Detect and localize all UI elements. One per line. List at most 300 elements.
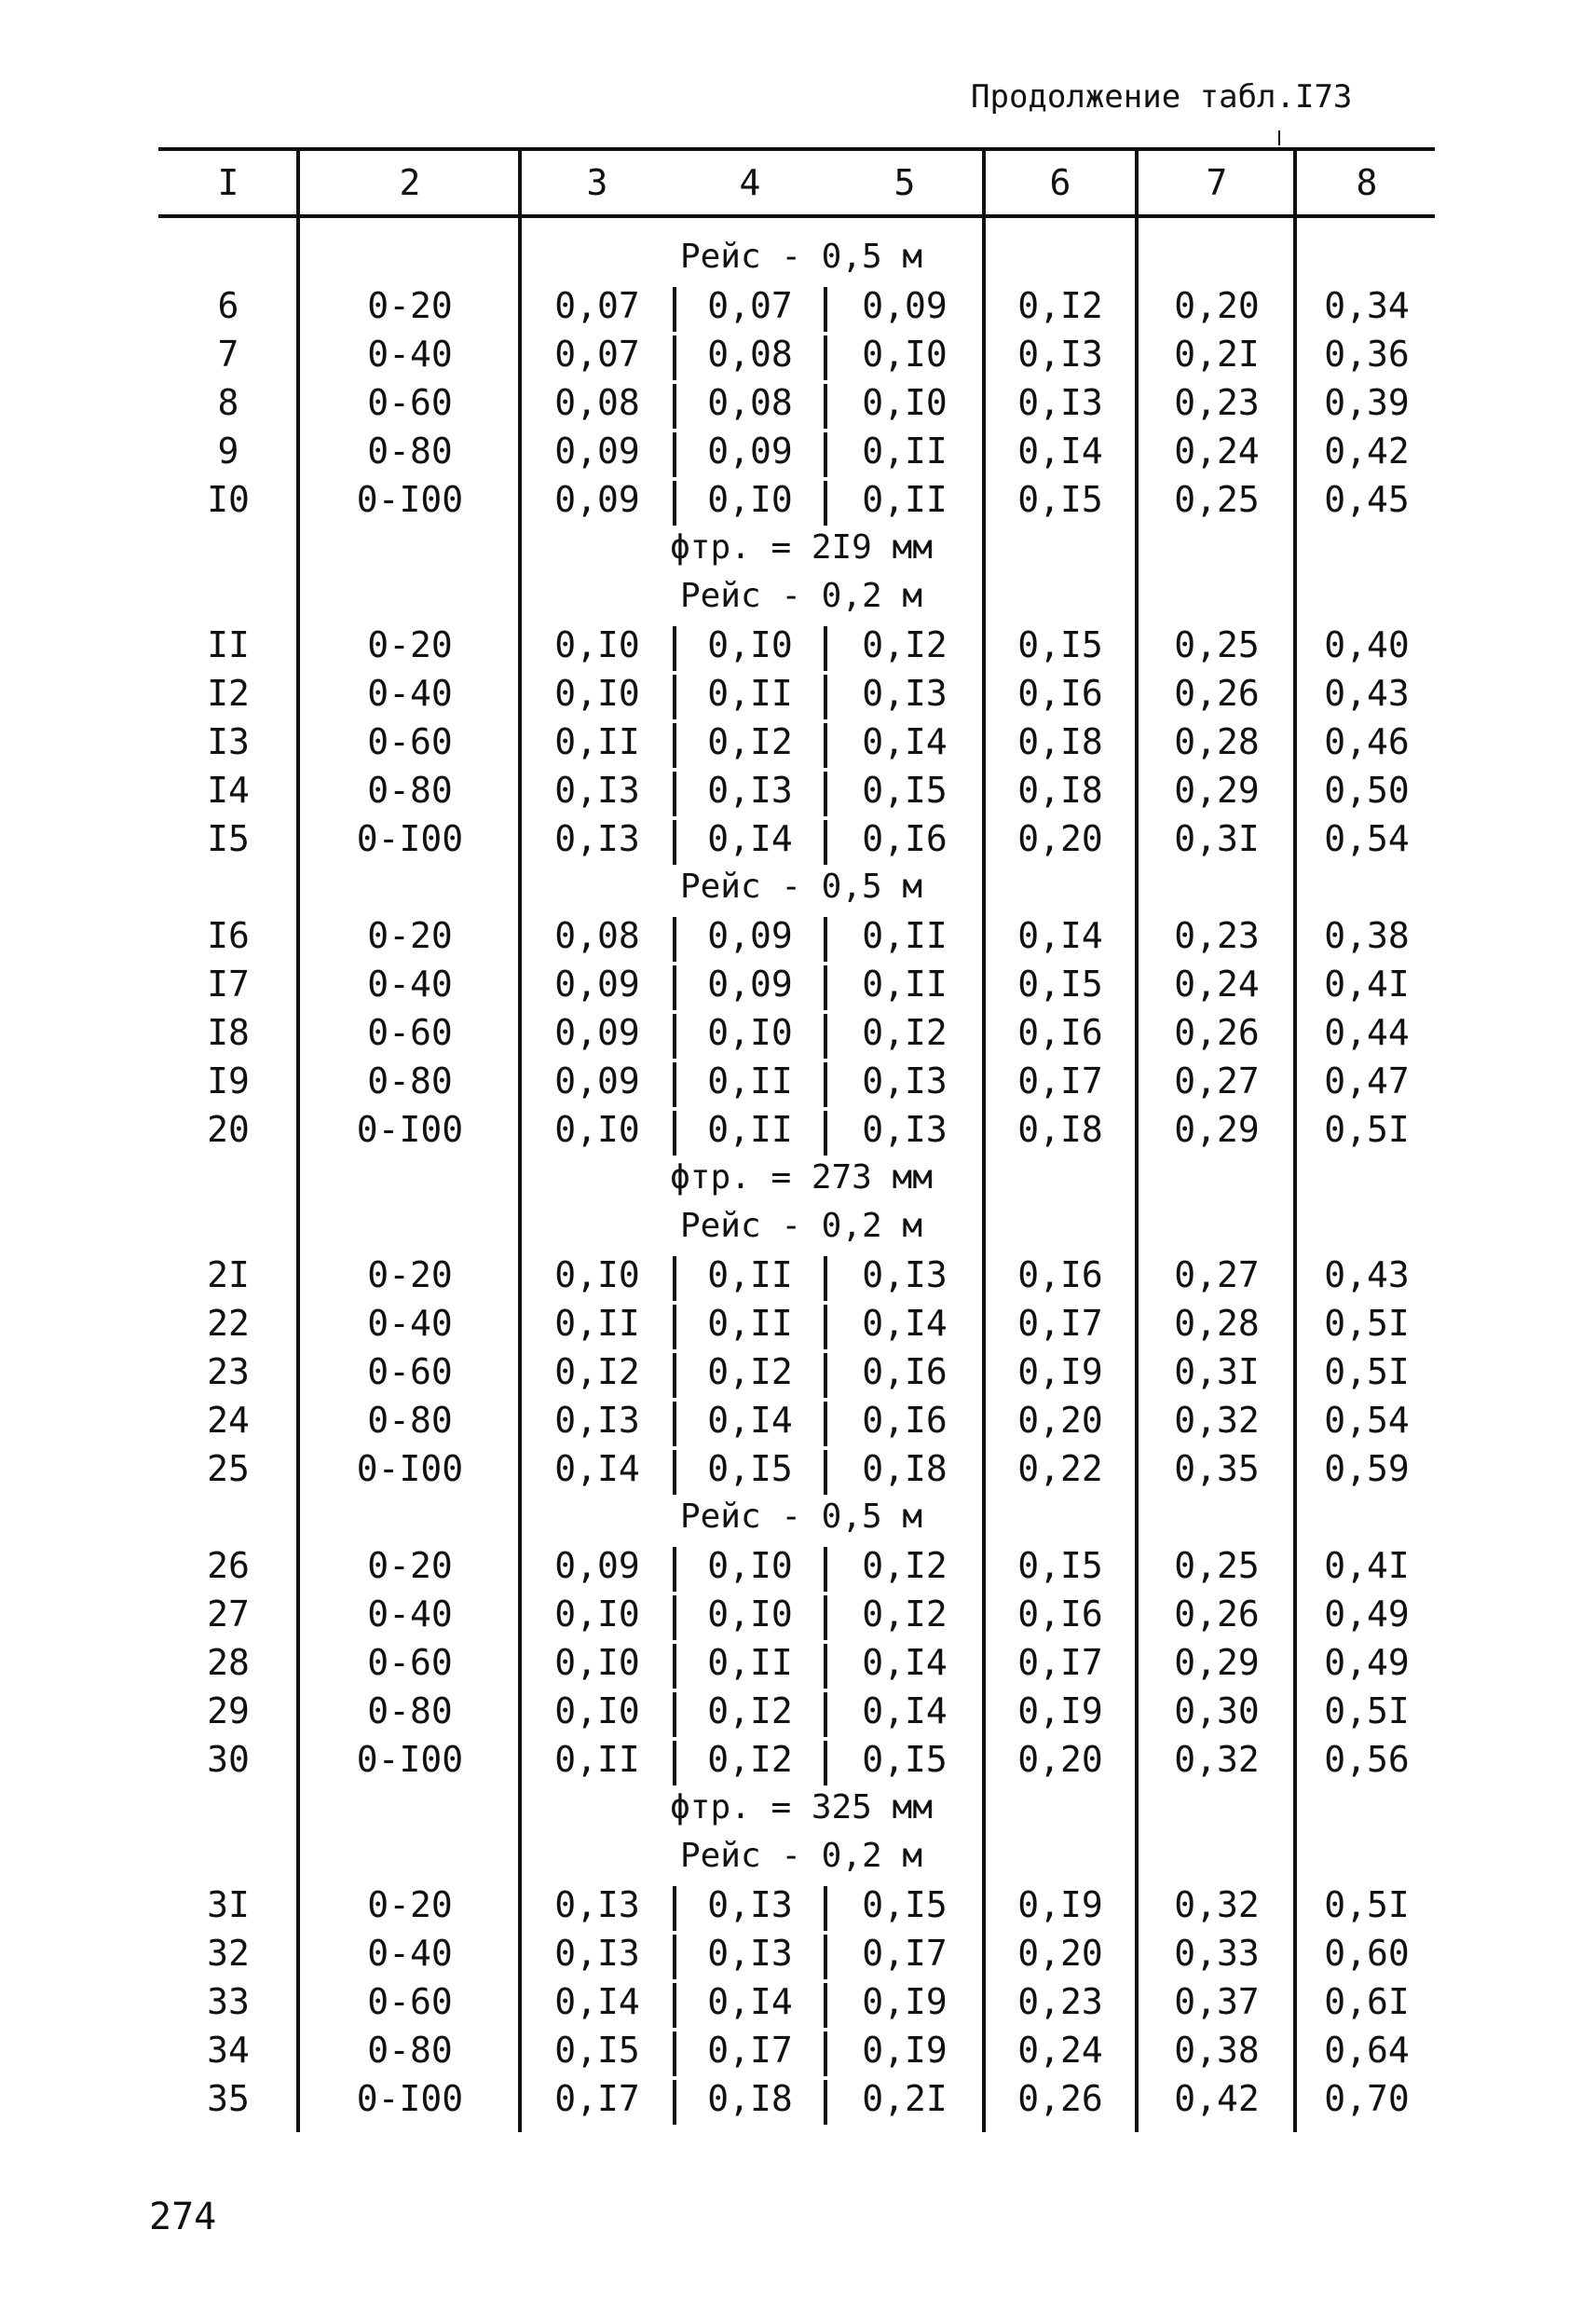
table-cell: 0,I0 (707, 1594, 793, 1635)
table-cell: 0,I6 (862, 1351, 948, 1392)
inner-column-divider (824, 335, 827, 380)
inner-column-divider (824, 1983, 827, 2028)
table-row (0, 718, 1596, 766)
inner-column-divider (673, 1935, 676, 1979)
table-cell: 0,I0 (862, 382, 948, 423)
table-cell: 0,II (554, 721, 640, 762)
table-cell: 0,II (707, 1642, 793, 1683)
inner-column-divider (824, 1741, 827, 1785)
inner-column-divider (824, 287, 827, 332)
table-cell: 3I (207, 1884, 250, 1925)
inner-column-divider (673, 1353, 676, 1398)
table-cell: 0-80 (367, 1400, 453, 1441)
group-heading-label: Рейс - 0,5 м (679, 868, 923, 906)
table-cell: 0,I0 (554, 1109, 640, 1150)
table-row (0, 2074, 1596, 2123)
table-cell: 7 (217, 334, 239, 375)
table-cell: 0,II (862, 915, 948, 956)
table-cell: I6 (207, 915, 250, 956)
table-cell: 0-40 (367, 334, 453, 375)
table-cell: 25 (207, 1448, 250, 1489)
table-row (0, 1396, 1596, 1444)
inner-column-divider (824, 1644, 827, 1689)
table-cell: 0,25 (1174, 479, 1260, 520)
table-cell: I9 (207, 1060, 250, 1101)
table-top-rule (158, 147, 1435, 151)
table-cell: 0,II (707, 1109, 793, 1150)
table-cell: 0,6I (1324, 1981, 1410, 2022)
table-cell: 0,I5 (1017, 624, 1103, 665)
table-cell: 0,59 (1324, 1448, 1410, 1489)
table-cell: 0,I3 (862, 1109, 948, 1150)
inner-column-divider (824, 481, 827, 526)
table-cell: 0,44 (1324, 1012, 1410, 1053)
table-cell: 0,08 (707, 382, 793, 423)
table-cell: 0,37 (1174, 1981, 1260, 2022)
table-cell: 0-20 (367, 285, 453, 326)
table-cell: 0,40 (1324, 624, 1410, 665)
group-heading-row (0, 1493, 1596, 1541)
table-cell: 0,I8 (1017, 721, 1103, 762)
table-cell: 0,I8 (862, 1448, 948, 1489)
table-cell: 20 (207, 1109, 250, 1150)
table-cell: 0,II (707, 1303, 793, 1344)
table-row (0, 1590, 1596, 1638)
table-cell: 0,II (707, 673, 793, 714)
table-cell: 0-I00 (356, 2078, 464, 2119)
table-cell: 0,25 (1174, 1545, 1260, 1586)
table-cell: 0-I00 (356, 479, 464, 520)
table-cell: 0,I5 (554, 2030, 640, 2071)
table-cell: 0,I2 (707, 1739, 793, 1780)
group-heading-label: ϕтр. = 2I9 мм (670, 528, 933, 567)
inner-column-divider (673, 820, 676, 865)
table-cell: 0,09 (554, 431, 640, 472)
table-cell: 0,I2 (707, 1351, 793, 1392)
table-cell: 0,23 (1174, 915, 1260, 956)
column-header: 4 (739, 162, 761, 203)
table-cell: 0,27 (1174, 1060, 1260, 1101)
inner-column-divider (824, 1595, 827, 1640)
table-row (0, 1977, 1596, 2026)
table-cell: 0,I6 (862, 818, 948, 859)
inner-column-divider (673, 2080, 676, 2125)
group-heading-row (0, 1154, 1596, 1202)
table-cell: 0,I4 (554, 1981, 640, 2022)
table-cell: I5 (207, 818, 250, 859)
table-cell: 0-I00 (356, 1448, 464, 1489)
table-cell: 0-80 (367, 1690, 453, 1731)
table-row (0, 1541, 1596, 1590)
table-cell: 0,20 (1017, 1739, 1103, 1780)
inner-column-divider (824, 1014, 827, 1059)
table-cell: 0,I0 (862, 334, 948, 375)
table-cell: 0,20 (1017, 1933, 1103, 1974)
table-cell: 0,32 (1174, 1400, 1260, 1441)
inner-column-divider (673, 1402, 676, 1446)
inner-column-divider (673, 1256, 676, 1301)
inner-column-divider (673, 772, 676, 816)
table-cell: 0,I5 (862, 1739, 948, 1780)
table-cell: 0,I8 (1017, 1109, 1103, 1150)
table-cell: 0-80 (367, 2030, 453, 2071)
table-cell: 0,43 (1324, 673, 1410, 714)
table-cell: I8 (207, 1012, 250, 1053)
inner-column-divider (673, 1983, 676, 2028)
table-cell: 0,39 (1324, 382, 1410, 423)
table-cell: 0,I6 (1017, 1012, 1103, 1053)
table-cell: 0,29 (1174, 770, 1260, 811)
table-cell: 0,09 (707, 964, 793, 1005)
table-cell: 0,I3 (554, 818, 640, 859)
table-cell: 32 (207, 1933, 250, 1974)
table-cell: 0,09 (554, 1060, 640, 1101)
inner-column-divider (824, 1692, 827, 1737)
table-cell: 2I (207, 1254, 250, 1295)
table-cell: 0,I9 (862, 2030, 948, 2071)
table-cell: 0,I3 (707, 1884, 793, 1925)
table-row (0, 378, 1596, 427)
inner-column-divider (824, 917, 827, 962)
table-cell: 0,I5 (1017, 1545, 1103, 1586)
inner-column-divider (673, 1886, 676, 1931)
table-row (0, 621, 1596, 669)
table-cell: 0,I4 (707, 1981, 793, 2022)
table-cell: 0,I4 (1017, 431, 1103, 472)
table-row (0, 2026, 1596, 2074)
table-cell: 0,09 (707, 431, 793, 472)
table-cell: 0,2I (862, 2078, 948, 2119)
table-cell: I7 (207, 964, 250, 1005)
inner-column-divider (673, 965, 676, 1010)
inner-column-divider (673, 1741, 676, 1785)
column-header: 2 (399, 162, 421, 203)
table-cell: I4 (207, 770, 250, 811)
table-row (0, 475, 1596, 524)
inner-column-divider (673, 675, 676, 719)
table-cell: 0,I7 (1017, 1303, 1103, 1344)
table-cell: 0,09 (707, 915, 793, 956)
caption-tick-mark (1278, 130, 1280, 145)
table-cell: 0,09 (554, 479, 640, 520)
group-heading-row (0, 572, 1596, 621)
table-cell: 0,3I (1174, 818, 1260, 859)
table-cell: 0,24 (1174, 964, 1260, 1005)
table-row (0, 1348, 1596, 1396)
column-header: 7 (1206, 162, 1228, 203)
table-cell: 0-20 (367, 1545, 453, 1586)
group-heading-label: Рейс - 0,2 м (679, 1837, 923, 1875)
table-cell: 0,20 (1017, 1400, 1103, 1441)
inner-column-divider (673, 1305, 676, 1349)
table-cell: 0,28 (1174, 721, 1260, 762)
table-cell: 0,I8 (707, 2078, 793, 2119)
table-cell: 0,I9 (1017, 1690, 1103, 1731)
inner-column-divider (824, 2032, 827, 2076)
inner-column-divider (673, 481, 676, 526)
group-heading-label: ϕтр. = 325 мм (670, 1788, 933, 1826)
table-cell: I0 (207, 479, 250, 520)
table-cell: 0,I3 (554, 770, 640, 811)
table-cell: 0,43 (1324, 1254, 1410, 1295)
table-cell: 0,5I (1324, 1884, 1410, 1925)
table-cell: 0,I2 (862, 1594, 948, 1635)
table-cell: 0,42 (1324, 431, 1410, 472)
inner-column-divider (824, 1935, 827, 1979)
table-cell: 0,09 (554, 1545, 640, 1586)
table-row (0, 1008, 1596, 1057)
table-cell: 0,I2 (862, 1545, 948, 1586)
table-cell: 0,42 (1174, 2078, 1260, 2119)
table-cell: 0,I5 (862, 1884, 948, 1925)
table-cell: 0,2I (1174, 334, 1260, 375)
table-cell: 0-60 (367, 1351, 453, 1392)
table-cell: 0,64 (1324, 2030, 1410, 2071)
inner-column-divider (673, 1547, 676, 1592)
table-row (0, 911, 1596, 960)
group-heading-row (0, 863, 1596, 911)
table-cell: 0,I7 (554, 2078, 640, 2119)
inner-column-divider (824, 772, 827, 816)
inner-column-divider (673, 626, 676, 671)
table-cell: I2 (207, 673, 250, 714)
table-row (0, 669, 1596, 718)
table-cell: 0,49 (1324, 1642, 1410, 1683)
table-cell: 0,35 (1174, 1448, 1260, 1489)
table-cell: 0,26 (1174, 1594, 1260, 1635)
table-cell: 0-60 (367, 721, 453, 762)
table-cell: 0,I0 (707, 1545, 793, 1586)
table-cell: 0,II (862, 479, 948, 520)
table-cell: 0,I7 (1017, 1060, 1103, 1101)
group-heading-row (0, 1202, 1596, 1251)
column-header: I (217, 162, 239, 203)
table-cell: 29 (207, 1690, 250, 1731)
inner-column-divider (673, 1692, 676, 1737)
table-cell: 0-60 (367, 382, 453, 423)
table-cell: 0-40 (367, 1303, 453, 1344)
inner-column-divider (673, 287, 676, 332)
table-cell: 0,24 (1174, 431, 1260, 472)
table-cell: 0,I6 (1017, 673, 1103, 714)
table-row (0, 1735, 1596, 1784)
table-cell: 0,09 (554, 964, 640, 1005)
table-cell: 22 (207, 1303, 250, 1344)
table-cell: 0,I4 (862, 1642, 948, 1683)
table-cell: 0-20 (367, 1884, 453, 1925)
table-cell: 0-60 (367, 1981, 453, 2022)
table-cell: 0,36 (1324, 334, 1410, 375)
table-continuation-caption: Продолжение табл.I73 (971, 78, 1353, 116)
table-cell: 0,09 (862, 285, 948, 326)
table-cell: 0,26 (1174, 673, 1260, 714)
inner-column-divider (673, 1111, 676, 1156)
inner-column-divider (824, 1886, 827, 1931)
table-cell: 0-40 (367, 1594, 453, 1635)
table-cell: 0-40 (367, 673, 453, 714)
group-heading-label: Рейс - 0,2 м (679, 577, 923, 615)
table-row (0, 814, 1596, 863)
table-row (0, 1251, 1596, 1299)
table-row (0, 1881, 1596, 1929)
table-cell: 0-20 (367, 1254, 453, 1295)
table-cell: 0,46 (1324, 721, 1410, 762)
inner-column-divider (673, 2032, 676, 2076)
inner-column-divider (673, 1014, 676, 1059)
table-row (0, 960, 1596, 1008)
table-cell: 0,I2 (554, 1351, 640, 1392)
inner-column-divider (824, 626, 827, 671)
table-cell: 0,26 (1174, 1012, 1260, 1053)
group-heading-label: Рейс - 0,2 м (679, 1207, 923, 1245)
table-cell: 0,49 (1324, 1594, 1410, 1635)
table-cell: 0,4I (1324, 964, 1410, 1005)
table-cell: 0,I3 (862, 1254, 948, 1295)
table-cell: 0,I8 (1017, 770, 1103, 811)
table-cell: 0,I9 (1017, 1884, 1103, 1925)
table-cell: 0,24 (1017, 2030, 1103, 2071)
table-cell: 0,I3 (707, 770, 793, 811)
table-cell: 0,54 (1324, 818, 1410, 859)
table-cell: 0,I3 (554, 1400, 640, 1441)
table-cell: 0,32 (1174, 1884, 1260, 1925)
table-cell: 0,I9 (862, 1981, 948, 2022)
table-cell: 0,5I (1324, 1351, 1410, 1392)
inner-column-divider (824, 1062, 827, 1107)
column-header: 3 (586, 162, 608, 203)
table-cell: 0-80 (367, 1060, 453, 1101)
table-cell: 0,I0 (554, 624, 640, 665)
inner-column-divider (824, 2080, 827, 2125)
table-cell: 23 (207, 1351, 250, 1392)
table-cell: 0,07 (707, 285, 793, 326)
table-cell: 0,20 (1174, 285, 1260, 326)
table-header-rule (158, 214, 1435, 218)
table-cell: 9 (217, 431, 239, 472)
table-cell: 0,I3 (554, 1933, 640, 1974)
table-cell: 0,I6 (1017, 1594, 1103, 1635)
table-cell: 0,56 (1324, 1739, 1410, 1780)
table-cell: 0,3I (1174, 1351, 1260, 1392)
inner-column-divider (824, 723, 827, 768)
table-cell: 0-80 (367, 431, 453, 472)
table-cell: 0,I5 (707, 1448, 793, 1489)
table-cell: 0,I4 (707, 1400, 793, 1441)
inner-column-divider (824, 432, 827, 477)
table-cell: 0,I0 (707, 624, 793, 665)
table-cell: 0,I3 (862, 1060, 948, 1101)
inner-column-divider (673, 432, 676, 477)
table-cell: 0,I0 (707, 479, 793, 520)
inner-column-divider (824, 384, 827, 429)
table-cell: 26 (207, 1545, 250, 1586)
group-heading-row (0, 233, 1596, 281)
table-cell: 0,I2 (862, 624, 948, 665)
table-cell: 0,I0 (554, 673, 640, 714)
table-cell: 0,II (707, 1254, 793, 1295)
table-cell: 0-60 (367, 1012, 453, 1053)
table-cell: 0,54 (1324, 1400, 1410, 1441)
column-header: 5 (893, 162, 916, 203)
table-cell: 0-80 (367, 770, 453, 811)
table-cell: 34 (207, 2030, 250, 2071)
table-cell: 0,70 (1324, 2078, 1410, 2119)
table-cell: 0-I00 (356, 818, 464, 859)
table-cell: 0,I0 (707, 1012, 793, 1053)
table-row (0, 1687, 1596, 1735)
inner-column-divider (673, 1062, 676, 1107)
table-cell: 0,I6 (862, 1400, 948, 1441)
table-cell: 0,I5 (862, 770, 948, 811)
table-cell: 0,29 (1174, 1642, 1260, 1683)
group-heading-row (0, 1832, 1596, 1881)
table-row (0, 427, 1596, 475)
inner-column-divider (673, 1644, 676, 1689)
table-cell: 0,33 (1174, 1933, 1260, 1974)
table-cell: 0,5I (1324, 1690, 1410, 1731)
page-number: 274 (149, 2196, 217, 2238)
table-cell: 0-40 (367, 964, 453, 1005)
table-cell: 0,38 (1324, 915, 1410, 956)
table-cell: 0,I2 (862, 1012, 948, 1053)
table-row (0, 1929, 1596, 1977)
table-cell: 0,28 (1174, 1303, 1260, 1344)
table-cell: 33 (207, 1981, 250, 2022)
table-cell: 0-20 (367, 915, 453, 956)
table-cell: 0,5I (1324, 1109, 1410, 1150)
inner-column-divider (673, 723, 676, 768)
table-cell: 0-20 (367, 624, 453, 665)
table-cell: 0,23 (1017, 1981, 1103, 2022)
table-cell: I3 (207, 721, 250, 762)
table-cell: 0,08 (554, 915, 640, 956)
table-cell: 0,08 (554, 382, 640, 423)
inner-column-divider (824, 675, 827, 719)
table-cell: 0,25 (1174, 624, 1260, 665)
table-cell: 0,I3 (1017, 334, 1103, 375)
table-cell: 0,4I (1324, 1545, 1410, 1586)
table-cell: 0,07 (554, 285, 640, 326)
table-cell: 0,27 (1174, 1254, 1260, 1295)
table-cell: 0,I4 (554, 1448, 640, 1489)
table-cell: 0,I3 (554, 1884, 640, 1925)
table-cell: 0,II (862, 964, 948, 1005)
table-row (0, 330, 1596, 378)
table-cell: 0,I7 (707, 2030, 793, 2071)
group-heading-row (0, 524, 1596, 572)
table-row (0, 281, 1596, 330)
table-cell: 0,I7 (1017, 1642, 1103, 1683)
column-header: 6 (1049, 162, 1071, 203)
group-heading-label: ϕтр. = 273 мм (670, 1158, 933, 1197)
inner-column-divider (673, 335, 676, 380)
table-cell: 0,I3 (862, 673, 948, 714)
table-cell: 0,I2 (707, 721, 793, 762)
table-cell: 0,I2 (1017, 285, 1103, 326)
table-cell: 0,I5 (1017, 964, 1103, 1005)
table-cell: 0,I5 (1017, 479, 1103, 520)
table-cell: 0,I0 (554, 1690, 640, 1731)
table-row (0, 1299, 1596, 1348)
table-cell: 28 (207, 1642, 250, 1683)
inner-column-divider (824, 1402, 827, 1446)
table-cell: 0,II (554, 1303, 640, 1344)
inner-column-divider (673, 1595, 676, 1640)
table-cell: 0,09 (554, 1012, 640, 1053)
table-cell: 0-I00 (356, 1109, 464, 1150)
inner-column-divider (824, 820, 827, 865)
table-row (0, 1105, 1596, 1154)
